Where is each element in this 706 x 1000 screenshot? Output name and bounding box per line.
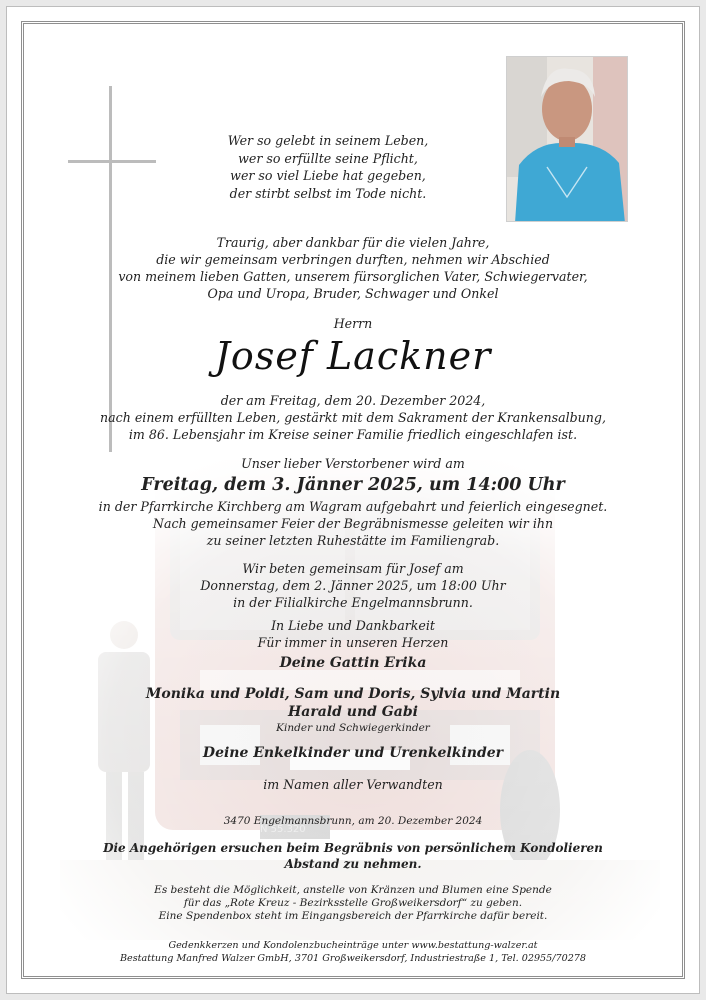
intro-line: die wir gemeinsam verbringen durften, nehmen wir Abschied — [156, 252, 550, 267]
request-line: Abstand zu nehmen. — [284, 857, 422, 871]
deceased-name: Josef Lackner — [214, 334, 492, 378]
prayer-line: Donnerstag, dem 2. Jänner 2025, um 18:00 Uhr — [200, 578, 506, 593]
funeral-detail-line: zu seiner letzten Ruhestätte im Familiengrab. — [206, 533, 500, 548]
grandchildren: Deine Enkelkinder und Urenkelkinder — [202, 745, 504, 761]
footer-line: Gedenkkerzen und Kondolenzbucheinträge unter www.bestattung-walzer.at — [168, 940, 538, 951]
closing-text — [0, 617, 706, 651]
children-line: Monika und Poldi, Sam und Doris, Sylvia und Martin — [145, 686, 561, 702]
footer — [0, 940, 706, 965]
donation-notice — [0, 884, 706, 923]
poem — [200, 132, 456, 202]
prayer-line: Wir beten gemeinsam für Josef am — [242, 561, 464, 576]
death-notice-line: im 86. Lebensjahr im Kreise seiner Familie friedlich eingeschlafen ist. — [128, 427, 578, 442]
request-line: Die Angehörigen ersuchen beim Begräbnis von persönlichem Kondolieren — [103, 841, 603, 855]
prayer-notice — [0, 560, 706, 611]
place-date: 3470 Engelmannsbrunn, am 20. Dezember 2024 — [223, 815, 483, 827]
intro-line: Traurig, aber dankbar für die vielen Jahre, — [216, 235, 490, 250]
funeral-detail-line: Nach gemeinsamer Feier der Begräbnismesse geleiten wir ihn — [152, 516, 554, 531]
license-plate: N 55.320 — [260, 824, 306, 835]
children-line: Harald und Gabi — [288, 704, 418, 720]
wife-name: Deine Gattin Erika — [279, 655, 427, 671]
intro-line: Opa und Uropa, Bruder, Schwager und Onkel — [207, 286, 499, 301]
condolence-request — [0, 840, 706, 872]
donation-line: für das „Rote Kreuz - Bezirksstelle Großweikersdorf“ zu geben. — [183, 897, 523, 909]
poem-line: wer so erfüllte seine Pflicht, — [238, 150, 418, 166]
funeral-date: Freitag, dem 3. Jänner 2025, um 14:00 Uhr — [141, 475, 565, 495]
poem-line: der stirbt selbst im Tode nicht. — [229, 185, 427, 201]
poem-line: wer so viel Liebe hat gegeben, — [230, 168, 426, 183]
death-notice-line: nach einem erfüllten Leben, gestärkt mit dem Sakrament der Krankensalbung, — [100, 410, 606, 425]
death-notice — [0, 392, 706, 443]
salutation: Herrn — [333, 316, 373, 331]
funeral-intro: Unser lieber Verstorbener wird am — [241, 456, 465, 471]
closing-line: Für immer in unseren Herzen — [257, 635, 449, 650]
funeral-detail-line: in der Pfarrkirche Kirchberg am Wagram aufgebahrt und feierlich eingesegnet. — [98, 499, 608, 514]
poem-line: Wer so gelebt in seinem Leben, — [227, 133, 429, 148]
footer-line: Bestattung Manfred Walzer GmbH, 3701 Großweikersdorf, Industriestraße 1, Tel. 02955/70278 — [119, 952, 587, 964]
portrait-photo — [506, 56, 628, 222]
closing-line: In Liebe und Dankbarkeit — [271, 618, 435, 633]
cross-horizontal — [68, 160, 156, 163]
children-label: Kinder und Schwiegerkinder — [276, 722, 430, 734]
relatives: im Namen aller Verwandten — [263, 777, 443, 792]
prayer-line: in der Filialkirche Engelmannsbrunn. — [233, 595, 473, 610]
children-names — [0, 685, 706, 721]
funeral-details — [0, 498, 706, 549]
death-notice-line: der am Freitag, dem 20. Dezember 2024, — [220, 393, 486, 408]
donation-line: Es besteht die Möglichkeit, anstelle von Kränzen und Blumen eine Spende — [154, 884, 552, 896]
donation-line: Eine Spendenbox steht im Eingangsbereich der Pfarrkirche dafür bereit. — [158, 910, 548, 922]
intro-line: von meinem lieben Gatten, unserem fürsorglichen Vater, Schwiegervater, — [118, 269, 588, 284]
intro-text — [0, 234, 706, 302]
